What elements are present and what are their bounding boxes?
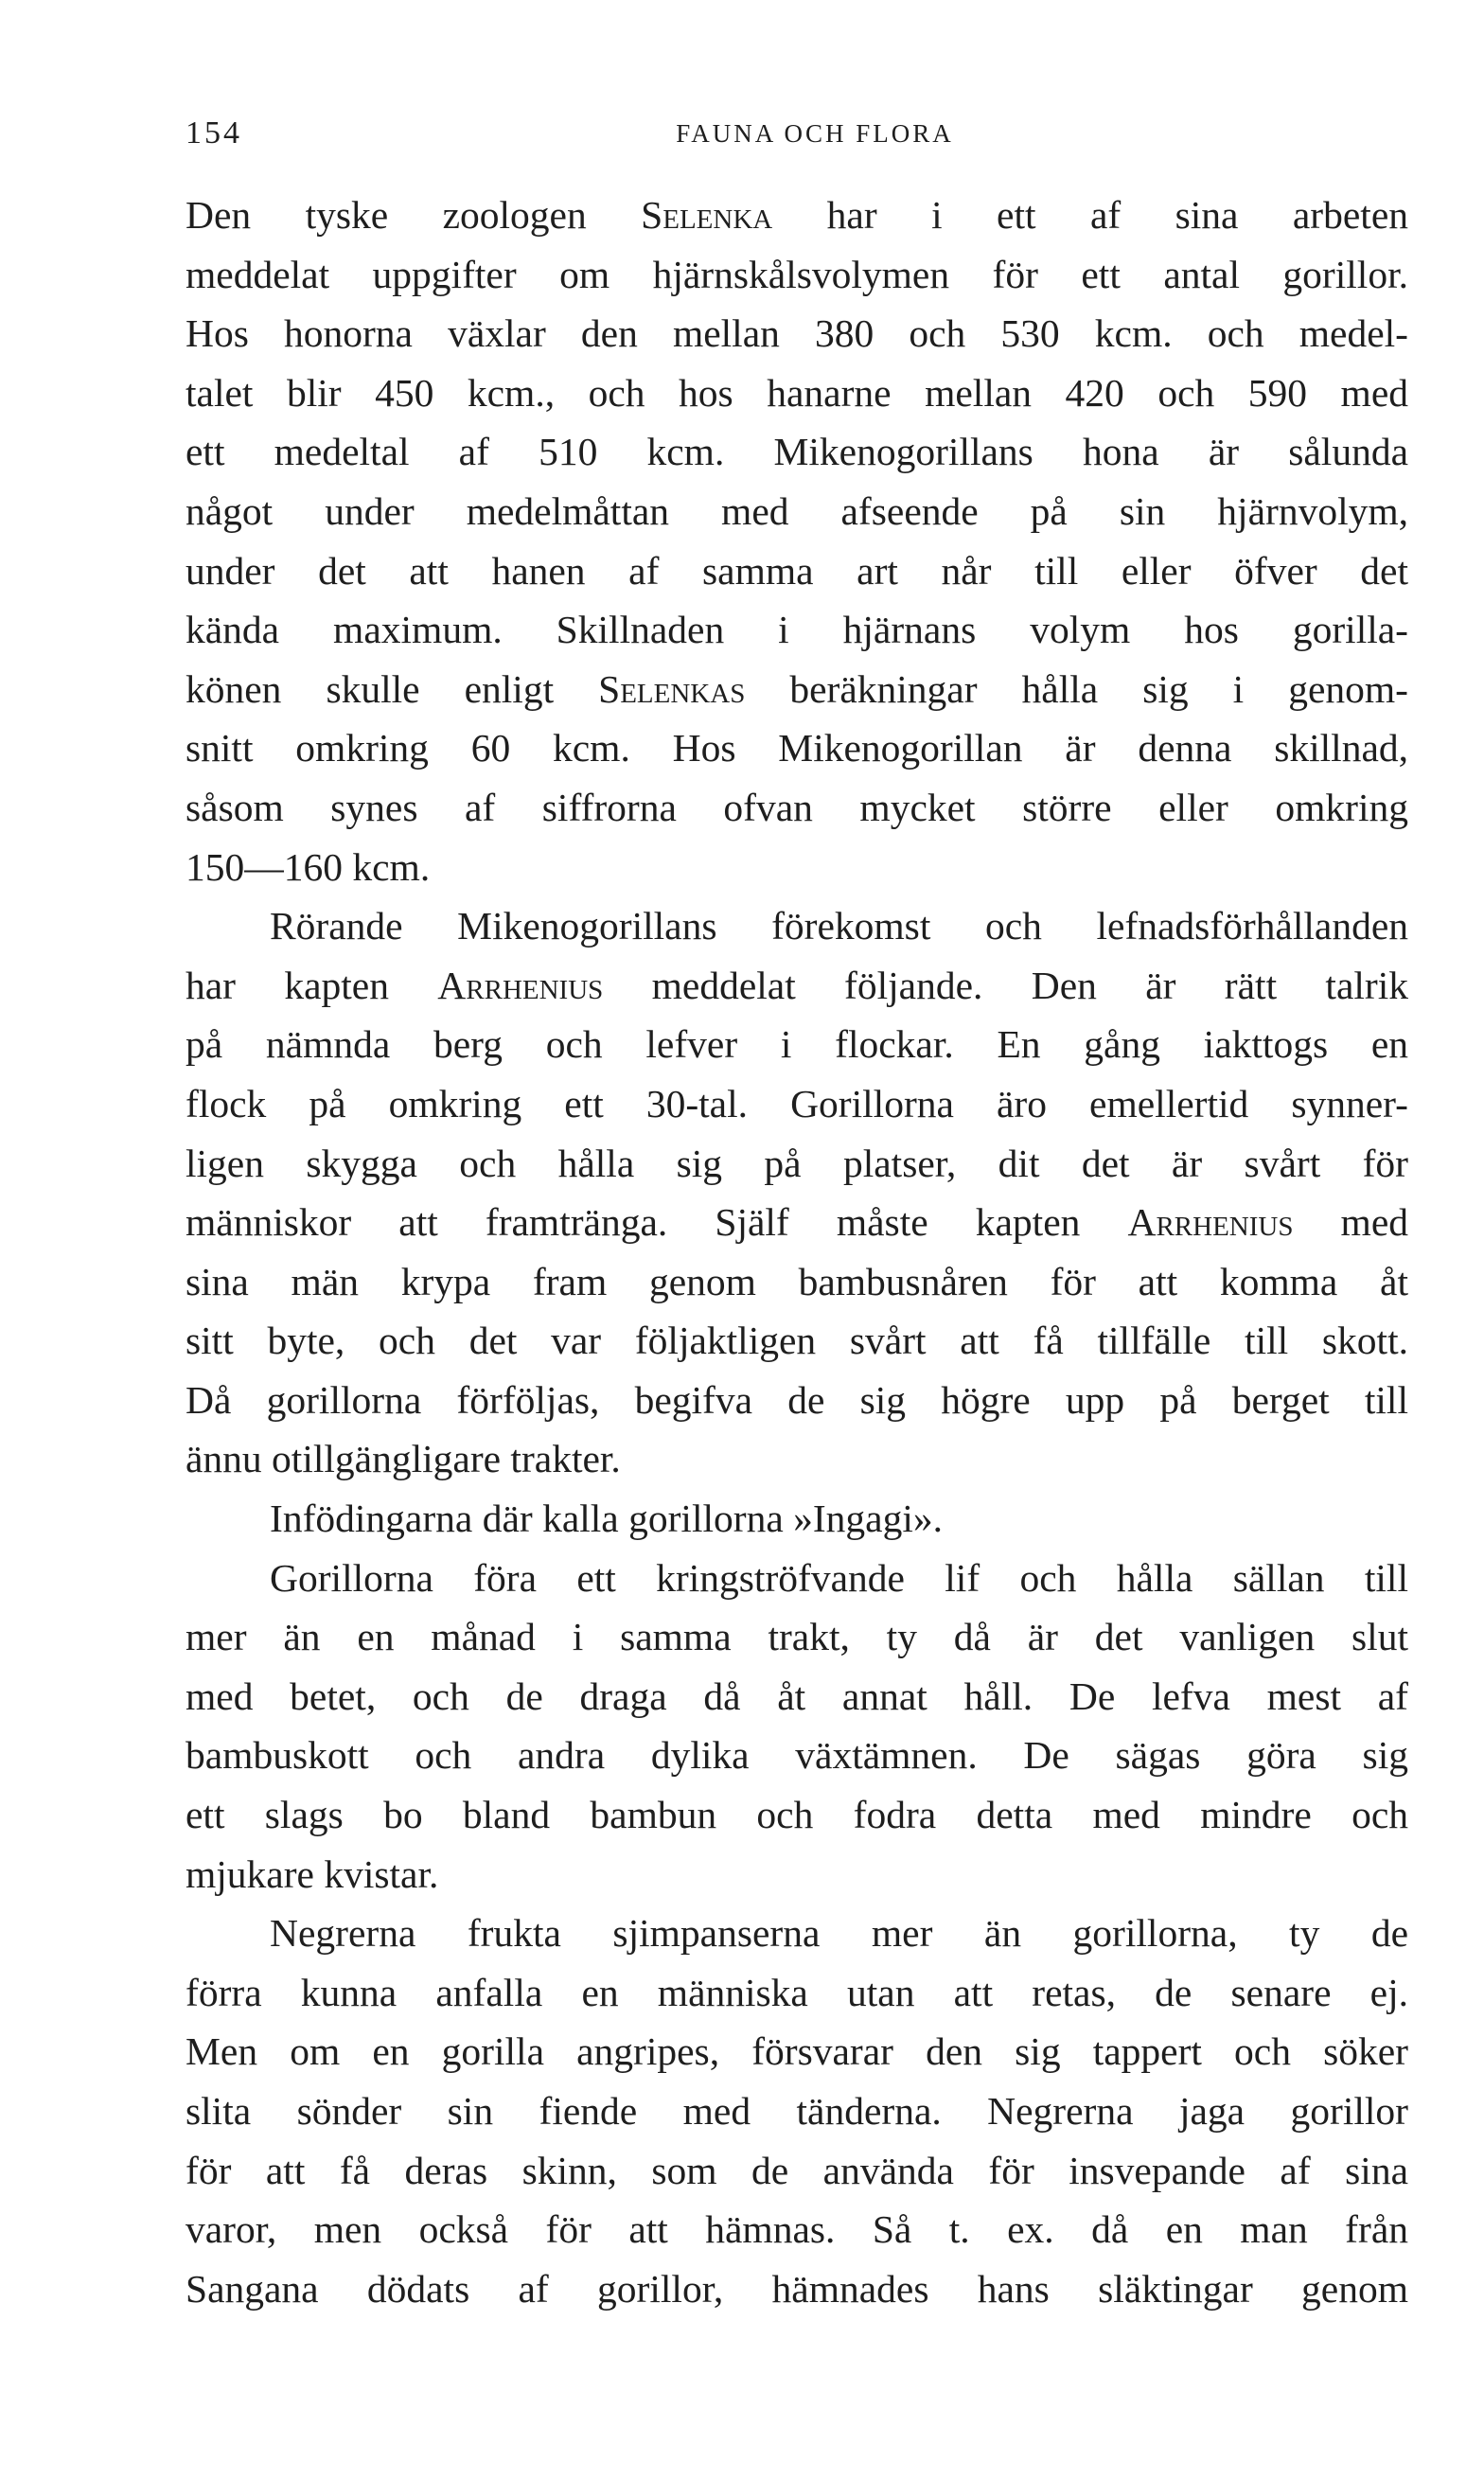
body-text — [186, 186, 1408, 2318]
text-line — [186, 1015, 1408, 1074]
text-line — [186, 1845, 1408, 1904]
text-span: har kapten — [186, 963, 438, 1007]
text-span: något under medelmåttan med afseende på sin hjärnvolym, — [186, 488, 1408, 533]
text-span: Den tyske zoologen — [186, 193, 642, 237]
text-line — [186, 778, 1408, 838]
text-span: talet blir 450 kcm., och hos hanarne mellan 420 och 590 med — [186, 370, 1408, 415]
text-line — [186, 2141, 1408, 2201]
text-span: på nämnda berg och lefver i flockar. En gång iakttogs en — [186, 1022, 1408, 1067]
text-line — [186, 2259, 1408, 2319]
text-line — [186, 660, 1408, 719]
text-span: meddelat uppgifter om hjärnskålsvolymen för ett antal gorillor. — [186, 252, 1408, 296]
text-line — [186, 482, 1408, 541]
text-line — [186, 896, 1408, 956]
text-span: med — [1293, 1200, 1408, 1245]
text-line — [186, 1549, 1408, 1608]
author-name: Arrhenius — [1127, 1200, 1294, 1245]
running-head: FAUNA OCH FLORA — [676, 119, 954, 148]
text-line — [186, 1311, 1408, 1371]
text-span: för att få deras skinn, som de använda för insvepande af sina — [186, 2148, 1408, 2192]
text-line — [186, 1252, 1408, 1312]
text-line — [186, 1193, 1408, 1252]
text-span: Rörande Mikenogorillans förekomst och lefnadsförhållanden — [270, 904, 1408, 948]
text-line — [186, 2022, 1408, 2081]
text-line — [186, 1429, 1408, 1489]
text-line — [186, 2081, 1408, 2141]
text-span: förra kunna anfalla en människa utan att retas, de senare ej. — [186, 1970, 1408, 2014]
text-line — [186, 304, 1408, 363]
text-span: Gorillorna föra ett kringströfvande lif och hålla sällan till — [270, 1555, 1408, 1600]
text-span: mer än en månad i samma trakt, ty då är det vanligen slut — [186, 1615, 1408, 1659]
text-line — [186, 186, 1408, 245]
text-span: sina män krypa fram genom bambusnåren för att komma åt — [186, 1259, 1408, 1303]
text-span: med betet, och de draga då åt annat håll. De lefva mest af — [186, 1674, 1408, 1718]
text-line — [186, 1667, 1408, 1727]
text-span: könen skulle enligt — [186, 666, 599, 711]
text-line — [186, 1904, 1408, 1963]
text-line — [186, 956, 1408, 1016]
text-line — [186, 1489, 1408, 1549]
author-name: Selenkas — [598, 666, 746, 711]
text-span: ett medeltal af 510 kcm. Mikenogorillans hona är sålunda — [186, 430, 1408, 474]
text-span: 150—160 kcm. — [186, 844, 431, 889]
text-span: Men om en gorilla angripes, försvarar den sig tappert och söker — [186, 2029, 1408, 2074]
page-number: 154 — [186, 115, 242, 151]
text-span: ligen skygga och hålla sig på platser, dit det är svårt för — [186, 1141, 1408, 1185]
text-span: under det att hanen af samma art når till eller öfver det — [186, 548, 1408, 593]
text-span: bambuskott och andra dylika växtämnen. De sägas göra sig — [186, 1733, 1408, 1778]
text-line — [186, 1371, 1408, 1430]
author-name: Selenka — [641, 193, 773, 237]
text-line — [186, 2200, 1408, 2259]
text-line — [186, 363, 1408, 423]
text-line — [186, 1134, 1408, 1194]
text-span: snitt omkring 60 kcm. Hos Mikenogorillan är denna skillnad, — [186, 726, 1408, 771]
text-span: ett slags bo bland bambun och fodra detta med mindre och — [186, 1793, 1408, 1837]
author-name: Arrhenius — [437, 963, 604, 1007]
text-line — [186, 541, 1408, 601]
text-span: varor, men också för att hämnas. Så t. ex. då en man från — [186, 2207, 1408, 2252]
text-line — [186, 718, 1408, 778]
text-span: kända maximum. Skillnaden i hjärnans volym hos gorilla- — [186, 608, 1408, 652]
text-span: Sangana dödats af gorillor, hämnades hans släktingar genom — [186, 2266, 1408, 2311]
text-line — [186, 1074, 1408, 1134]
text-line — [186, 1607, 1408, 1667]
page-header — [186, 115, 1406, 159]
text-span: människor att framtränga. Själf måste kapten — [186, 1200, 1128, 1245]
text-span: har i ett af sina arbeten — [772, 193, 1408, 237]
text-span: Hos honorna växlar den mellan 380 och 530 kcm. och medel- — [186, 311, 1408, 356]
text-line — [186, 1785, 1408, 1845]
text-span: Då gorillorna förföljas, begifva de sig högre upp på berget till — [186, 1377, 1408, 1422]
text-line — [186, 422, 1408, 482]
text-span: Negrerna frukta sjimpanserna mer än gorillorna, ty de — [270, 1911, 1408, 1956]
text-span: sitt byte, och det var följaktligen svårt att få tillfälle till skott. — [186, 1319, 1408, 1363]
text-line — [186, 1726, 1408, 1785]
text-span: ännu otillgängligare trakter. — [186, 1437, 621, 1481]
text-line — [186, 838, 1408, 897]
text-span: mjukare kvistar. — [186, 1851, 439, 1896]
text-line — [186, 1963, 1408, 2023]
text-span: meddelat följande. Den är rätt talrik — [603, 963, 1409, 1007]
text-span: slita sönder sin fiende med tänderna. Negrerna jaga gorillor — [186, 2089, 1408, 2133]
text-span: såsom synes af siffrorna ofvan mycket större eller omkring — [186, 785, 1408, 829]
text-span: beräkningar hålla sig i genom- — [745, 666, 1409, 711]
text-span: flock på omkring ett 30-tal. Gorillorna äro emellertid synner- — [186, 1081, 1408, 1125]
text-line — [186, 600, 1408, 660]
text-span: Infödingarna där kalla gorillorna »Ingagi». — [270, 1497, 944, 1541]
text-line — [186, 245, 1408, 305]
